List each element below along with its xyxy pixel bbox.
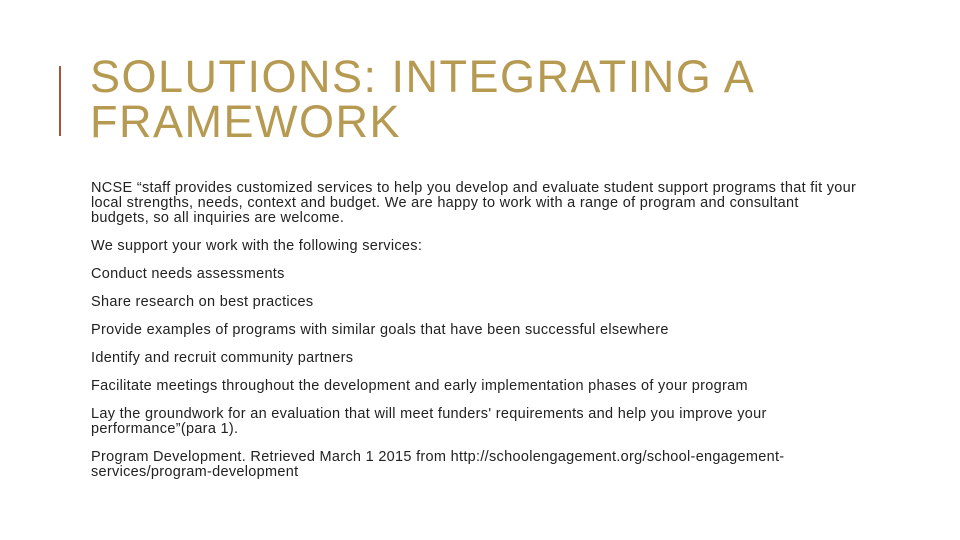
slide-title-line-2: FRAMEWORK <box>90 96 401 147</box>
slide-title-line-1: SOLUTIONS: INTEGRATING A <box>90 51 756 102</box>
services-lead-in: We support your work with the following services: <box>91 238 423 254</box>
service-item: Identify and recruit community partners <box>91 350 354 366</box>
quote-intro-paragraph: NCSE “staff provides customized services to help you develop and evaluate student support programs that fit your local strengths, needs, context and budget. We are happy to work with a range of program and consultant budgets, so all inquiries are welcome. <box>91 180 857 226</box>
service-item: Lay the groundwork for an evaluation that will meet funders' requirements and help you improve your performance”(para 1). <box>91 406 767 437</box>
slide-title <box>90 51 890 147</box>
service-item: Facilitate meetings throughout the development and early implementation phases of your program <box>91 378 748 394</box>
service-item: Conduct needs assessments <box>91 266 285 282</box>
service-item: Provide examples of programs with similar goals that have been successful elsewhere <box>91 322 669 338</box>
slide-body <box>91 181 861 493</box>
service-item: Share research on best practices <box>91 294 314 310</box>
citation: Program Development. Retrieved March 1 2015 from http://schoolengagement.org/school-engagement-services/program-development <box>91 449 785 480</box>
title-accent-bar <box>59 66 61 136</box>
